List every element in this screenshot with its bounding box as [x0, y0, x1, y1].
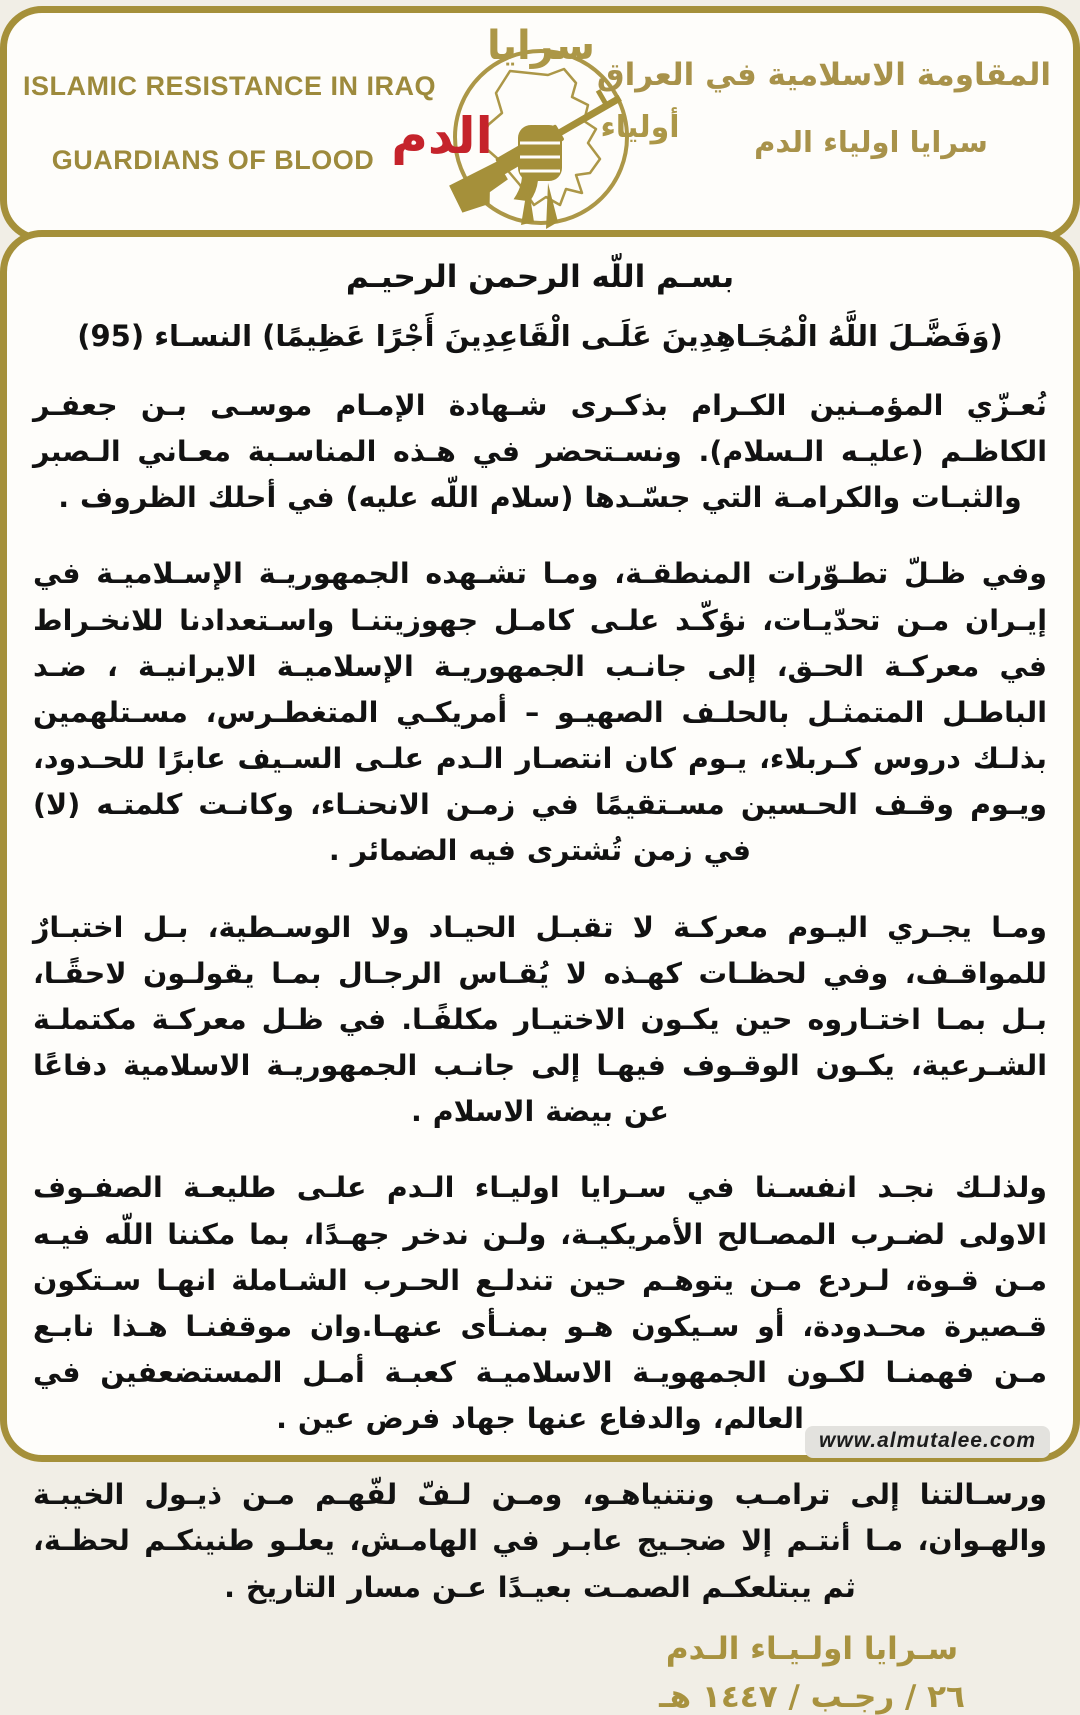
org-name-arabic-line2: سرايا اولياء الدم: [754, 125, 988, 159]
org-name-english: [23, 71, 437, 176]
statement-paragraph: ومـا يجـري اليـوم معركـة لا تقبـل الحيـاد ولا الوسـطية، بـل اختبـارٌ للمواقـف، وفي لحظـات كهـذه لا يُقـاس الرجـال بمـا يقولـون لاحقًـا، بـل بمـا اختـاروه حين يكـون الاختيـار مكلفًـا. في ظـل معركـة مكتملـة الشـرعية، يكـون الوقـوف فيهـا إلى جانـب الجمهوريـة الاسلامية دفاعًا عن بيضة الاسلام .: [33, 910, 1047, 1129]
statement-paragraph: نُعـزّي المؤمـنين الكـرام بذكـرى شـهادة الإمـام موسـى بـن جعفـر الكاظـم (عليـه الـسلام). ونسـتحضر في هـذه المناسـبة معـاني الـصبر والثبـات والكرامـة التي جسّـدها (سلام اللّه عليه) في أحلك الظروف .: [33, 389, 1047, 515]
signature-name: سـرايا اولـيـاء الـدم: [665, 1630, 959, 1667]
org-name-english-line1: ISLAMIC RESISTANCE IN IRAQ: [23, 71, 437, 101]
signature-block: [567, 1631, 1047, 1715]
org-logo: [390, 17, 690, 235]
statement-paragraph: ولذلـك نجـد انفسـنا في سـرايا اوليـاء الـدم علـى طليعـة الصفـوف الاولى لضـرب المصـالح الأمريكيـة، ولـن ندخر جهـدًا، بما مكننا اللّه فيـه مـن قـوة، لـردع مـن يتوهـم حين تندلـع الحـرب الشـاملة انهـا سـتكون قـصيرة محـدودة، أو سـيكون هـو بمنـأى عنهـا.وان موقفنـا هـذا نابـع مـن فهمنـا لكـون الجمهويـة الاسلاميـة كعبـة أمـل المستضعفين في العالم، والدفاع عنها جهاد فرض عين .: [33, 1171, 1047, 1436]
logo-right-text: أولياء: [600, 110, 680, 145]
org-name-arabic-line1: المقاومة الاسلامية في العراق: [596, 57, 1051, 93]
logo-top-text: سرايا: [487, 23, 595, 69]
logo-red-text: الدم: [391, 107, 493, 165]
quran-verse: (وَفَضَّـلَ اللَّهُ الْمُجَـاهِدِينَ عَلَـى الْقَاعِدِينَ أَجْرًا عَظِيمًا) النسـاء (95): [77, 319, 1003, 353]
org-name-english-line2: GUARDIANS OF BLOOD: [51, 145, 375, 175]
bismillah: بسـم اللّه الرحمن الرحيـم: [345, 259, 735, 295]
header-box: [0, 6, 1080, 242]
statement-paragraph: ورسـالتنا إلى ترامـب ونتنياهـو، ومـن لـفّ لفّهـم مـن ذيـول الخيبـة والهـوان، مـا أنتـم إلا ضجـيج عابـر في الهامـش، يعلـو طنينكـم لحظـة، ثم يبتلعكـم الصمـت بعيـدًا عـن مسار التاريخ .: [33, 1478, 1047, 1604]
signature-date: ٢٦ / رجـب / ١٤٤٧ هـ: [659, 1678, 965, 1715]
fist-icon: [518, 125, 562, 229]
statement-paragraph: وفي ظـلّ تطـوّرات المنطقـة، ومـا تشـهده الجمهوريـة الإسـلاميـة في إيـران مـن تحدّيـات، نؤكّـد علـى كامـل جهوزيتنـا واسـتعدادنا للانخـراط في معركـة الحـق، إلى جانـب الجمهوريـة الإسلاميـة الايرانيـة ، ضـد الباطـل المتمثـل بالحلـف الصهيـو – أمريكـي المتغطـرس، مسـتلهمين بذلـك دروس كـربلاء، يـوم كان انتصـار الـدم علـى السـيف عابرًا للحـدود، ويـوم وقـف الحـسين مسـتقيمًا في زمـن الانحنـاء، وكانـت كلمتـه (لا) في زمن تُشترى فيه الضمائر .: [33, 557, 1047, 868]
statement-body-box: [0, 230, 1080, 1715]
site-watermark: www.almutalee.com: [805, 1426, 1050, 1458]
